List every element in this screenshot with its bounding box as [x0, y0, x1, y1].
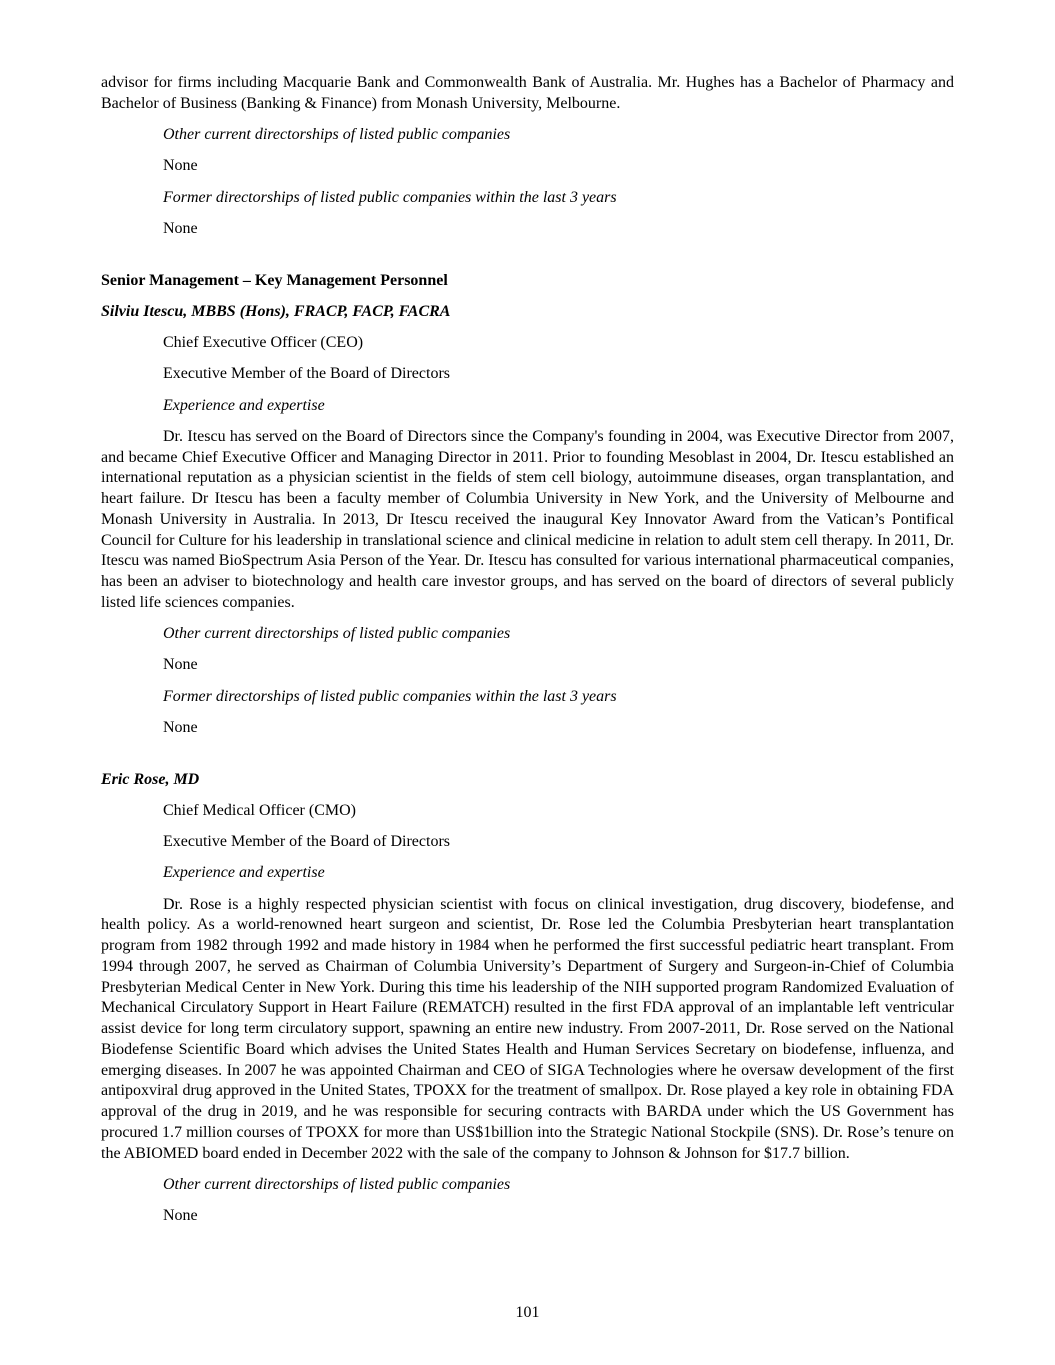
- itescu-role-board: Executive Member of the Board of Directors: [163, 365, 451, 383]
- page-number: 101: [515, 1304, 540, 1321]
- rose-role-cmo: Chief Medical Officer (CMO): [163, 801, 356, 819]
- itescu-name: Silviu Itescu, MBBS (Hons), FRACP, FACP, FACRA: [101, 302, 451, 320]
- itescu-other-directorships-value: None: [163, 656, 198, 674]
- rose-other-directorships-value: None: [163, 1207, 198, 1224]
- itescu-role-ceo: Chief Executive Officer (CEO): [163, 334, 364, 351]
- itescu-former-directorships-label: Former directorships of listed public companies within the last 3 years: [163, 687, 617, 705]
- itescu-other-directorships-label: Other current directorships of listed public companies: [163, 625, 511, 642]
- rose-experience-label: Experience and expertise: [163, 864, 325, 882]
- rose-role-board: Executive Member of the Board of Directors: [163, 833, 451, 850]
- rose-bio: Dr. Rose is a highly respected physician scientist with focus on clinical investigation, drug discovery, biodefense, and health policy. As a world-renowned heart surgeon and scientist, Dr. Rose led the Columbia Presbyterian heart transplantation program from 1982 through 1992 and made history in 1984 when he performed the first successful pediatric heart transplant. From 1994 through 2007, he served as Chairman of Columbia University’s Department of Surgery and Surgeon-in-Chief of Columbia Presbyterian Medical Center in New York. During this time his leadership of the NIH supported program Randomized Evaluation of Mechanical Circulatory Support in Heart Failure (REMATCH) resulted in the first FDA approval of an implantable left ventricular assist device for long term circulatory support, spawning an entire new industry. From 2007-2011, Dr. Rose served on the National Biodefense Scientific Board which advises the United States Health and Human Services Secretary on biodefense, influenza, and emerging diseases. In 2007 he was appointed Chairman and CEO of SIGA Technologies where he oversaw development of the first antipoxviral drug approved in the United States, TPOXX for the treatment of smallpox. Dr. Rose played a key role in obtaining FDA approval of the drug in 2019, and he was responsible for securing contracts with BARDA under which the US Government has procured 1.7 million courses of TPOXX for more than US$1billion into the Strategic National Stockpile (SNS). Dr. Rose’s tenure on the ABIOMED board ended in December 2022 with the sale of the company to Johnson & Johnson for $17.7 billion.: [101, 895, 954, 1162]
- itescu-experience-label: Experience and expertise: [163, 396, 325, 414]
- hughes-former-directorships-value: None: [163, 219, 198, 237]
- hughes-other-directorships-value: None: [163, 157, 198, 175]
- document-page: [101, 73, 954, 1227]
- intro-paragraph: advisor for firms including Macquarie Bank and Commonwealth Bank of Australia. Mr. Hughes has a Bachelor of Pharmacy and Bachelor of Business (Banking & Finance) from Monash University, Melbourne.: [101, 74, 954, 112]
- rose-other-directorships-label: Other current directorships of listed public companies: [163, 1175, 511, 1193]
- rose-name: Eric Rose, MD: [101, 770, 200, 788]
- section-heading: Senior Management – Key Management Personnel: [101, 271, 448, 289]
- hughes-other-directorships-label: Other current directorships of listed public companies: [163, 126, 511, 143]
- hughes-former-directorships-label: Former directorships of listed public companies within the last 3 years: [163, 188, 617, 206]
- itescu-former-directorships-value: None: [163, 718, 198, 736]
- itescu-bio: Dr. Itescu has served on the Board of Directors since the Company's founding in 2004, was Executive Director from 2007, and became Chief Executive Officer and Managing Director in 2011. Prior to founding Mesoblast in 2004, Dr. Itescu established an international reputation as a physician scientist in the fields of stem cell biology, autoimmune diseases, organ transplantation, and heart failure. Dr Itescu has been a faculty member of Columbia University in New York, and the University of Melbourne and Monash University in Australia. In 2013, Dr Itescu received the inaugural Key Innovator Award from the Vatican’s Pontifical Council for Culture for his leadership in translational science and clinical medicine in relation to adult stem cell therapy. In 2011, Dr. Itescu was named BioSpectrum Asia Person of the Year. Dr. Itescu has consulted for various international pharmaceutical companies, has been an adviser to biotechnology and health care investor groups, and has served on the board of directors of several publicly listed life sciences companies.: [101, 427, 954, 611]
